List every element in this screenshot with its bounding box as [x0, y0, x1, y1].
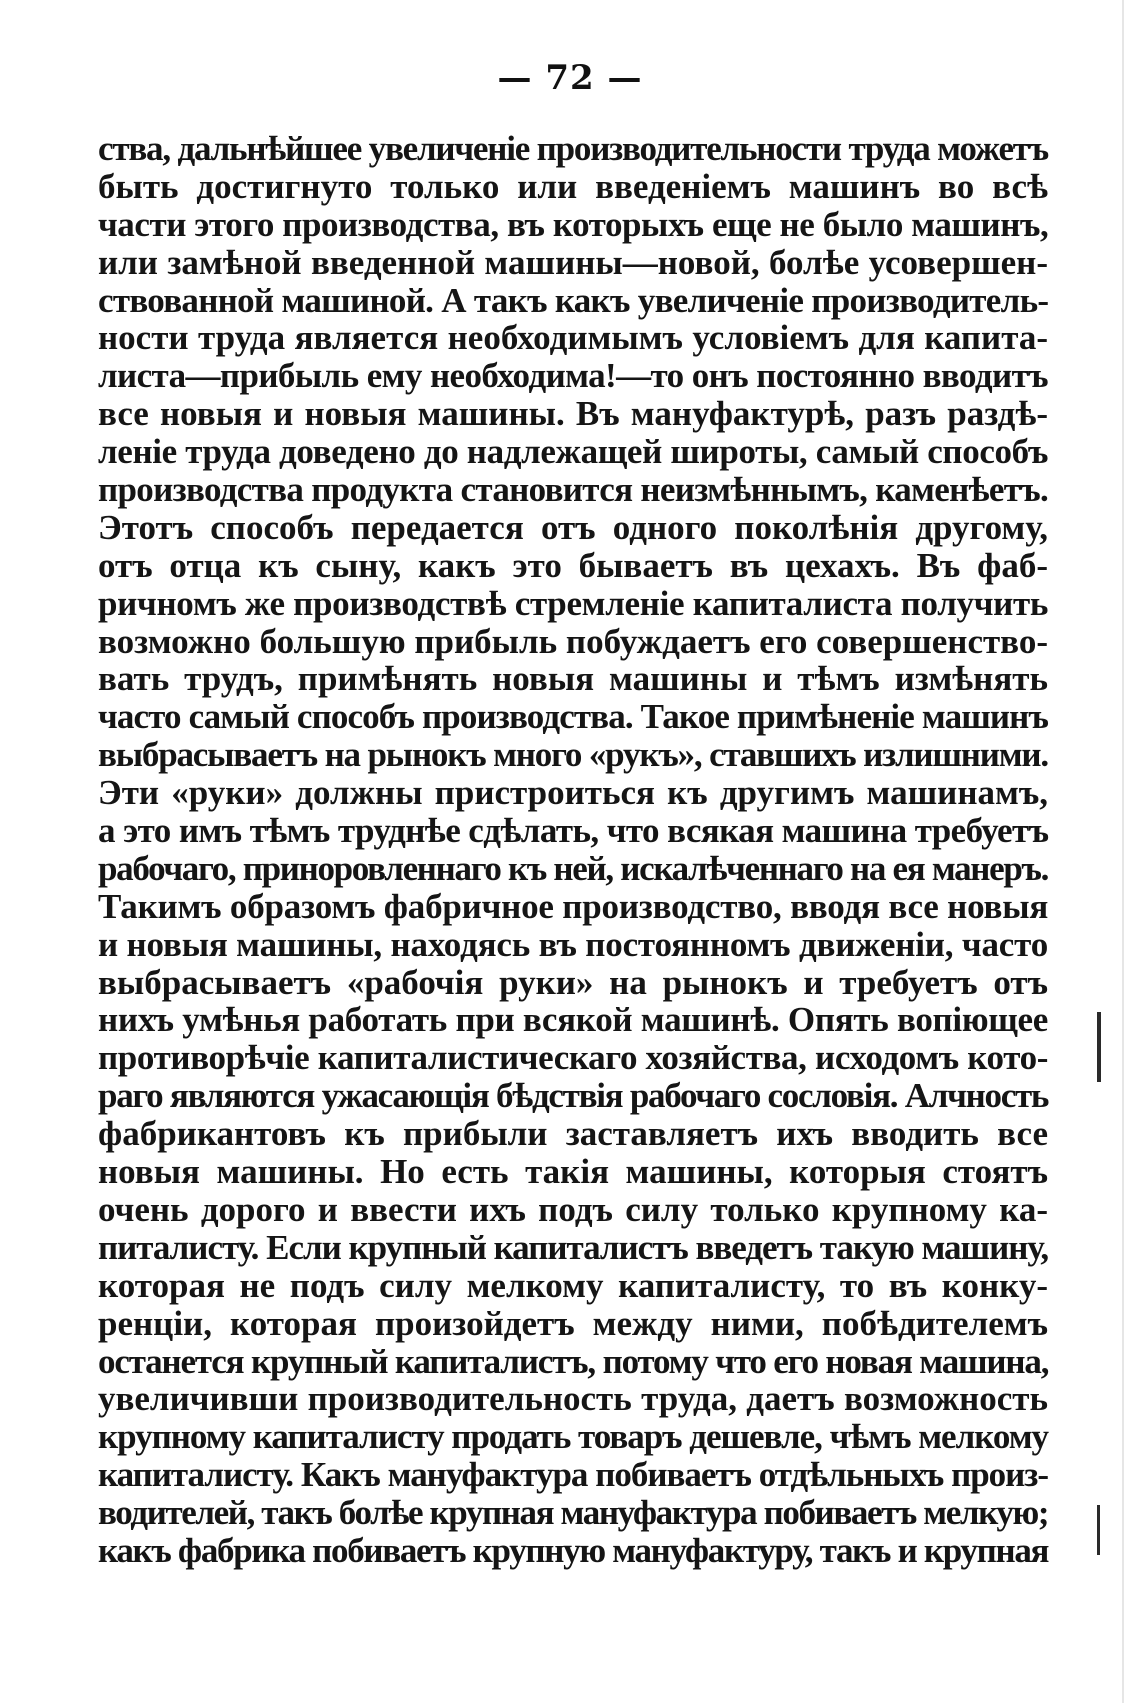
text-line: ленiе труда доведено до надлежащей широты, самый способъ [98, 432, 1048, 472]
text-line: останется крупный капиталистъ, потому что его новая машина, [98, 1341, 1049, 1381]
page-number: — 72 — [497, 58, 643, 98]
text-line: капиталисту. Какъ мануфактура побиваетъ отдѣльныхъ произ- [98, 1455, 1048, 1495]
body-text [98, 130, 1048, 1570]
text-line: нихъ умѣнья работать при всякой машинѣ. Опять вопiющее [98, 1000, 1048, 1040]
text-line: быть достигнуто только или введенiемъ машинъ во всѣ [98, 166, 1048, 206]
text-line: ренцiи, которая произойдетъ между ними, побѣдителемъ [98, 1303, 1048, 1343]
text-line: ричномъ же производствѣ стремленiе капиталиста получить [98, 583, 1049, 623]
text-line: возможно большую прибыль побуждаетъ его совершенство- [98, 621, 1048, 661]
text-line: противорѣчiе капиталистическаго хозяйства, исходомъ кото- [98, 1038, 1048, 1078]
page-edge-line [1122, 0, 1124, 1703]
text-line: ствованной машиной. А такъ какъ увеличенiе производитель- [98, 280, 1049, 320]
text-line: часто самый способъ производства. Такое примѣненiе машинъ [98, 697, 1048, 737]
text-line: вать трудъ, примѣнять новыя машины и тѣмъ измѣнять [98, 659, 1048, 699]
text-line: все новыя и новыя машины. Въ мануфактурѣ, разъ раздѣ- [98, 394, 1048, 434]
text-line: части этого производства, въ которыхъ еще не было машинъ, [98, 204, 1049, 244]
text-line: новыя машины. Но есть такiя машины, которыя стоятъ [98, 1152, 1048, 1192]
text-line: Эти «руки» должны пристроиться къ другимъ машинамъ, [98, 773, 1048, 813]
text-line: выбрасываетъ на рынокъ много «рукъ», ставшихъ излишними. [98, 735, 1048, 775]
text-line: производства продукта становится неизмѣннымъ, каменѣетъ. [98, 470, 1049, 510]
text-line: которая не подъ силу мелкому капиталисту, то въ конку- [98, 1265, 1048, 1305]
text-line: какъ фабрика побиваетъ крупную мануфактуру, такъ и крупная [98, 1530, 1049, 1570]
text-line: питалисту. Если крупный капиталистъ введетъ такую машину, [98, 1227, 1049, 1267]
scan-edge-mark [1097, 1505, 1100, 1555]
text-line: очень дорого и ввести ихъ подъ силу только крупному ка- [98, 1189, 1048, 1229]
text-line: ства, дальнѣйшее увеличенiе производительности труда можетъ [98, 129, 1048, 168]
text-line: выбрасываетъ «рабочiя руки» на рынокъ и требуетъ отъ [98, 962, 1048, 1002]
text-line: и новыя машины, находясь въ постоянномъ движенiи, часто [98, 924, 1049, 964]
text-line: рабочаго, приноровленнаго къ ней, искалѣченнаго на ея манеръ. [98, 848, 1049, 888]
text-line: ности труда является необходимымъ условiемъ для капита- [98, 318, 1048, 358]
text-line: раго являются ужасающiя бѣдствiя рабочаго сословiя. Алчность [98, 1076, 1049, 1116]
text-line: крупному капиталисту продать товаръ дешевле, чѣмъ мелкому [98, 1417, 1048, 1457]
text-line: или замѣной введенной машины—новой, болѣе усовершен- [98, 242, 1048, 282]
text-line: фабрикантовъ къ прибыли заставляетъ ихъ вводить все [98, 1114, 1048, 1154]
text-line: Такимъ образомъ фабричное производство, вводя все новыя [98, 886, 1049, 926]
text-line: Этотъ способъ передается отъ одного поколѣнiя другому, [98, 507, 1048, 547]
text-line: а это имъ тѣмъ труднѣе сдѣлать, что всякая машина требуетъ [98, 811, 1049, 851]
scan-edge-mark [1097, 1012, 1101, 1082]
text-line: увеличивши производительность труда, даетъ возможность [98, 1379, 1048, 1419]
text-line: листа—прибыль ему необходима!—то онъ постоянно вводитъ [98, 356, 1048, 396]
text-line: отъ отца къ сыну, какъ это бываетъ въ цехахъ. Въ фаб- [98, 545, 1048, 585]
text-line: водителей, такъ болѣе крупная мануфактура побиваетъ мелкую; [98, 1493, 1049, 1533]
